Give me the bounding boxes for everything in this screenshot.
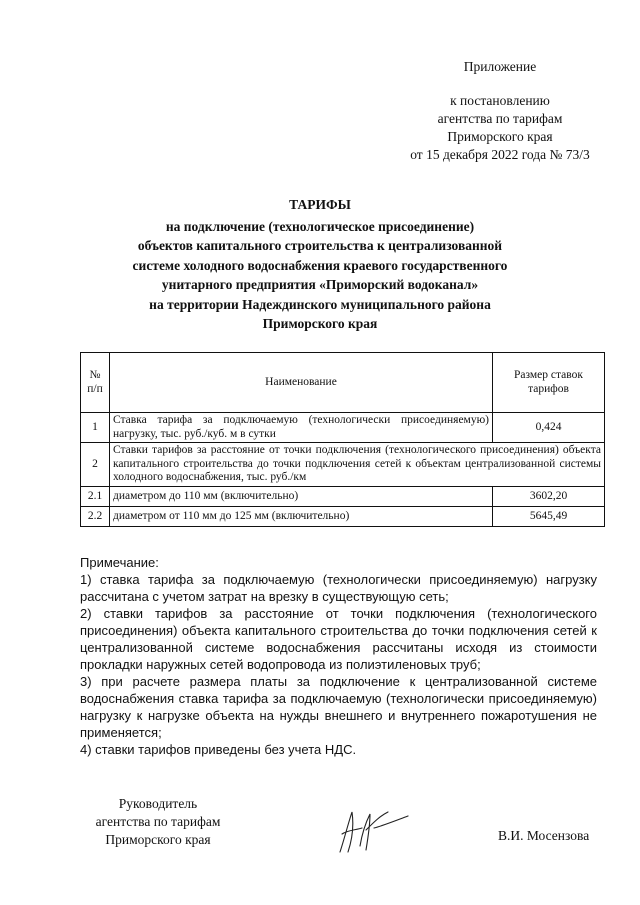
position-line-2: агентства по тарифам [95, 814, 221, 829]
row-num: 1 [81, 413, 110, 443]
appendix-label: Приложение [463, 59, 537, 74]
row-name: диаметром до 110 мм (включительно) [110, 487, 493, 507]
title-heading: ТАРИФЫ [289, 197, 351, 212]
title-line-2: объектов капитального строительства к централизованной [137, 238, 503, 253]
row-num: 2.2 [81, 507, 110, 527]
table-row [81, 443, 605, 487]
handwritten-signature [322, 800, 412, 860]
row-value: 5645,49 [493, 507, 605, 527]
appendix-line-2: агентства по тарифам [437, 111, 563, 126]
title-line-5: на территории Надеждинского муниципального района [149, 296, 491, 312]
document-title [100, 195, 540, 334]
row-value: 3602,20 [493, 487, 605, 507]
title-line-4: унитарного предприятия «Приморский водоканал» [161, 277, 479, 292]
note-item-4: 4) ставки тарифов приведены без учета НДС. [80, 742, 357, 757]
row-name: Ставка тарифа за подключаемую (технологически присоединяемую) нагрузку, тыс. руб./куб. м в сутки [110, 413, 493, 443]
appendix-line-3: Приморского края [447, 129, 553, 144]
signatory-position [82, 795, 234, 849]
row-name: Ставки тарифов за расстояние от точки подключения (технологического присоединения) объекта капитального строительства до точки подключения сетей к объектам централизованной системы холодного водоснабжения, тыс. руб./км [110, 443, 605, 487]
header-size: Размер ставок тарифов [493, 353, 605, 413]
row-value: 0,424 [493, 413, 605, 443]
table-header-row [81, 353, 605, 413]
appendix-line-1: к постановлению [450, 93, 550, 108]
title-line-1: на подключение (технологическое присоединение) [165, 218, 475, 234]
title-line-6: Приморского края [262, 316, 378, 331]
table-row [81, 507, 605, 527]
note-item-3: 3) при расчете размера платы за подключение к централизованной системе водоснабжения ставка тарифа за подключаемую (технологически присоединяемую) нагрузку к нагрузке объекта на нужды внешнего и внутреннего пожаротушения не применяется; [80, 674, 597, 740]
position-line-1: Руководитель [118, 796, 198, 811]
notes-heading: Примечание: [80, 555, 159, 570]
header-name: Наименование [110, 353, 493, 413]
table-row [81, 413, 605, 443]
row-num: 2 [81, 443, 110, 487]
position-line-3: Приморского края [105, 832, 211, 847]
appendix-block [400, 92, 600, 164]
appendix-line-4: от 15 декабря 2022 года № 73/3 [410, 147, 590, 162]
tariffs-table [80, 352, 605, 527]
signatory-name: В.И. Мосензова [498, 828, 590, 843]
title-line-3: системе холодного водоснабжения краевого государственного [132, 257, 508, 273]
row-num: 2.1 [81, 487, 110, 507]
note-item-1: 1) ставка тарифа за подключаемую (технологически присоединяемую) нагрузку рассчитана с учетом затрат на врезку в существующую сеть; [80, 572, 597, 604]
table-row [81, 487, 605, 507]
note-item-2: 2) ставки тарифов за расстояние от точки подключения (технологического присоединения) объекта капитального строительства до точки подключения сетей к централизованной системе водоснабжения рассчитаны исходя из стоимости прокладки наружных сетей водопровода из полиэтиленовых труб; [80, 606, 597, 672]
header-num: № п/п [81, 353, 110, 413]
row-name: диаметром от 110 мм до 125 мм (включительно) [110, 507, 493, 527]
notes-section [80, 554, 597, 758]
